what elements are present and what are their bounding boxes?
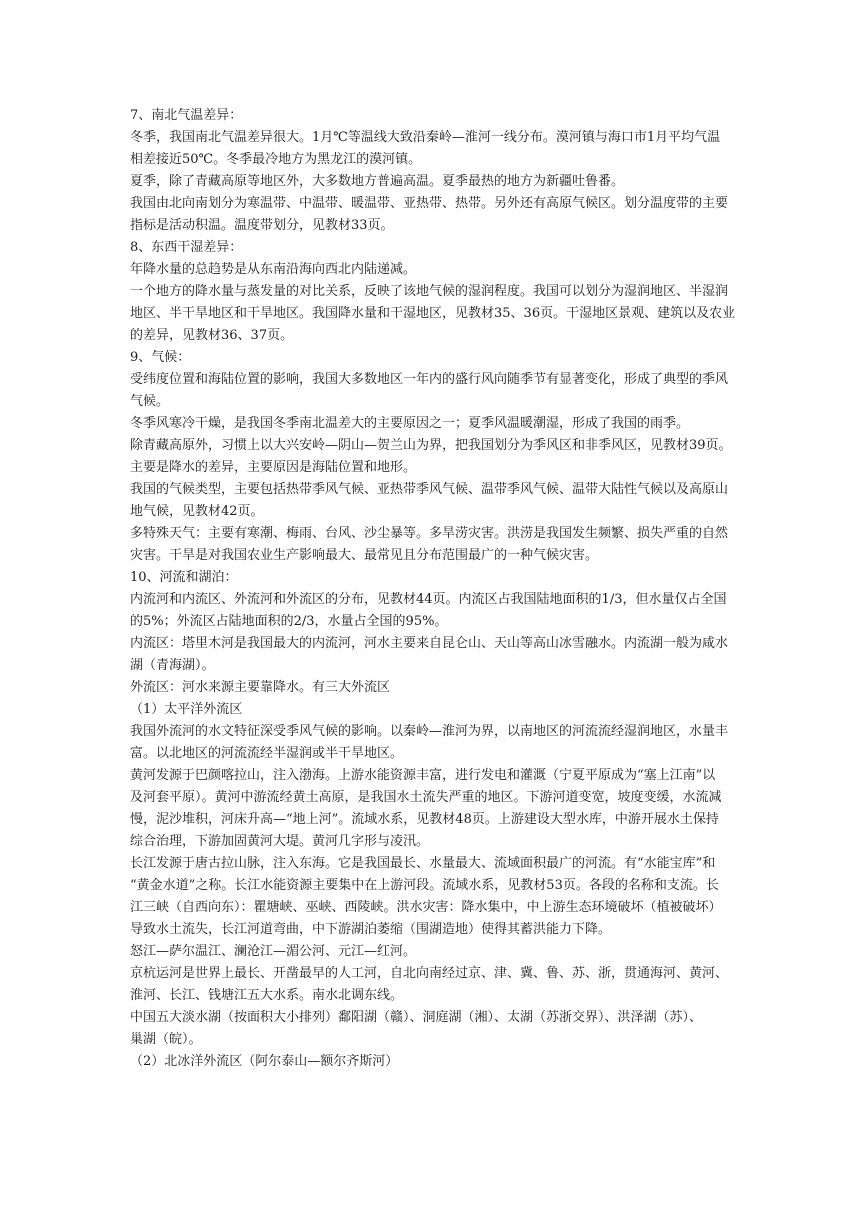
text-line: 富。以北地区的河流流经半湿润或半干旱地区。	[130, 746, 404, 761]
text-line: 慢，泥沙堆积，河床升高—“地上河”。流域水系，见教材48页。上游建设大型水库，中游开展水土保持	[130, 812, 719, 827]
text-line: 冬季风寒冷干燥，是我国冬季南北温差大的主要原因之一；夏季风温暖潮湿，形成了我国的雨季。	[130, 416, 690, 431]
text-line: 年降水量的总趋势是从东南沿海向西北内陆递减。	[130, 262, 417, 277]
text-line: 内流区：塔里木河是我国最大的内流河，河水主要来自昆仑山、天山等高山冰雪融水。内流湖一般为咸水	[130, 636, 729, 651]
text-line: 受纬度位置和海陆位置的影响，我国大多数地区一年内的盛行风向随季节有显著变化，形成了典型的季风	[130, 372, 729, 387]
text-line: 夏季，除了青藏高原等地区外，大多数地方普遍高温。夏季最热的地方为新疆吐鲁番。	[130, 174, 625, 189]
text-line: 多特殊天气：主要有寒潮、梅雨、台风、沙尘暴等。多旱涝灾害。洪涝是我国发生频繁、损失严重的自然	[130, 526, 729, 541]
text-line: 内流河和内流区、外流河和外流区的分布，见教材44页。内流区占我国陆地面积的1/3，但水量仅占全国	[130, 592, 727, 607]
text-line: 主要是降水的差异，主要原因是海陆位置和地形。	[130, 460, 417, 475]
text-line: 地气候，见教材42页。	[130, 504, 264, 519]
text-line: 9、气候：	[130, 350, 191, 365]
text-line: 的差异，见教材36、37页。	[130, 328, 294, 343]
text-line: 京杭运河是世界上最长、开凿最早的人工河，自北向南经过京、津、冀、鲁、苏、浙，贯通海河、黄河、	[130, 966, 729, 981]
text-line: 的5%；外流区占陆地面积的2/3，水量占全国的95%。	[130, 614, 448, 629]
text-line: 怒江—萨尔温江、澜沧江—湄公河、元江—红河。	[130, 944, 417, 959]
text-line: 中国五大淡水湖（按面积大小排列）鄱阳湖（赣）、洞庭湖（湘）、太湖（苏浙交界）、洪泽湖（苏）、	[130, 1010, 703, 1025]
text-line: 外流区：河水来源主要靠降水。有三大外流区	[130, 680, 391, 695]
text-line: 8、东西干湿差异：	[130, 240, 243, 255]
text-line: 江三峡（自西向东）：瞿塘峡、巫峡、西陵峡。洪水灾害：降水集中，中上游生态环境破坏（植被破坏）	[130, 900, 722, 915]
text-line: 7、南北气温差异：	[130, 108, 243, 123]
text-line: 湖（青海湖）。	[130, 658, 215, 673]
text-line: （1）太平洋外流区	[130, 702, 243, 717]
document-page	[130, 105, 740, 1073]
text-line: 及河套平原）。黄河中游流经黄土高原，是我国水土流失严重的地区。下游河道变宽，坡度变缓，水流减	[130, 790, 722, 805]
text-line: 气候。	[130, 394, 170, 409]
text-line: 长江发源于唐古拉山脉，注入东海。它是我国最长、水量最大、流域面积最广的河流。有“水能宝库”和	[130, 856, 716, 871]
text-line: 黄河发源于巴颜喀拉山，注入渤海。上游水能资源丰富，进行发电和灌溉（宁夏平原成为“塞上江南”以	[130, 768, 716, 783]
text-line: 指标是活动积温。温度带划分，见教材33页。	[130, 218, 394, 233]
text-line: 相差接近50℃。冬季最冷地方为黑龙江的漠河镇。	[130, 152, 422, 167]
text-line: 我国由北向南划分为寒温带、中温带、暖温带、亚热带、热带。另外还有高原气候区。划分温度带的主要	[130, 196, 729, 211]
text-line: 除青藏高原外，习惯上以大兴安岭—阴山—贺兰山为界，把我国划分为季风区和非季风区，见教材39页。	[130, 438, 732, 453]
text-line: 导致水土流失，长江河道弯曲，中下游湖泊萎缩（围湖造地）使得其蓄洪能力下降。	[130, 922, 612, 937]
text-line: 巢湖（皖）。	[130, 1032, 202, 1047]
text-line: 地区、半干旱地区和干旱地区。我国降水量和干湿地区，见教材35、36页。干湿地区景观、建筑以及农业	[130, 306, 736, 321]
text-line: 综合治理，下游加固黄河大堤。黄河几字形与凌汛。	[130, 834, 430, 849]
text-line: 灾害。干旱是对我国农业生产影响最大、最常见且分布范围最广的一种气候灾害。	[130, 548, 599, 563]
text-line: 我国的气候类型，主要包括热带季风气候、亚热带季风气候、温带季风气候、温带大陆性气候以及高原山	[130, 482, 729, 497]
text-line: 我国外流河的水文特征深受季风气候的影响。以秦岭—淮河为界，以南地区的河流流经湿润地区，水量丰	[130, 724, 729, 739]
text-line: 冬季，我国南北气温差异很大。1月℃等温线大致沿秦岭—淮河一线分布。漠河镇与海口市1月平均气温	[130, 130, 721, 145]
text-line: 淮河、长江、钱塘江五大水系。南水北调东线。	[130, 988, 404, 1003]
text-line: （2）北冰洋外流区（阿尔泰山—额尔齐斯河）	[130, 1054, 399, 1069]
text-line: “黄金水道”之称。长江水能资源主要集中在上游河段。流域水系，见教材53页。各段的名称和支流。长	[130, 878, 719, 893]
text-line: 10、河流和湖泊：	[130, 570, 238, 585]
text-line: 一个地方的降水量与蒸发量的对比关系，反映了该地气候的湿润程度。我国可以划分为湿润地区、半湿润	[130, 284, 729, 299]
